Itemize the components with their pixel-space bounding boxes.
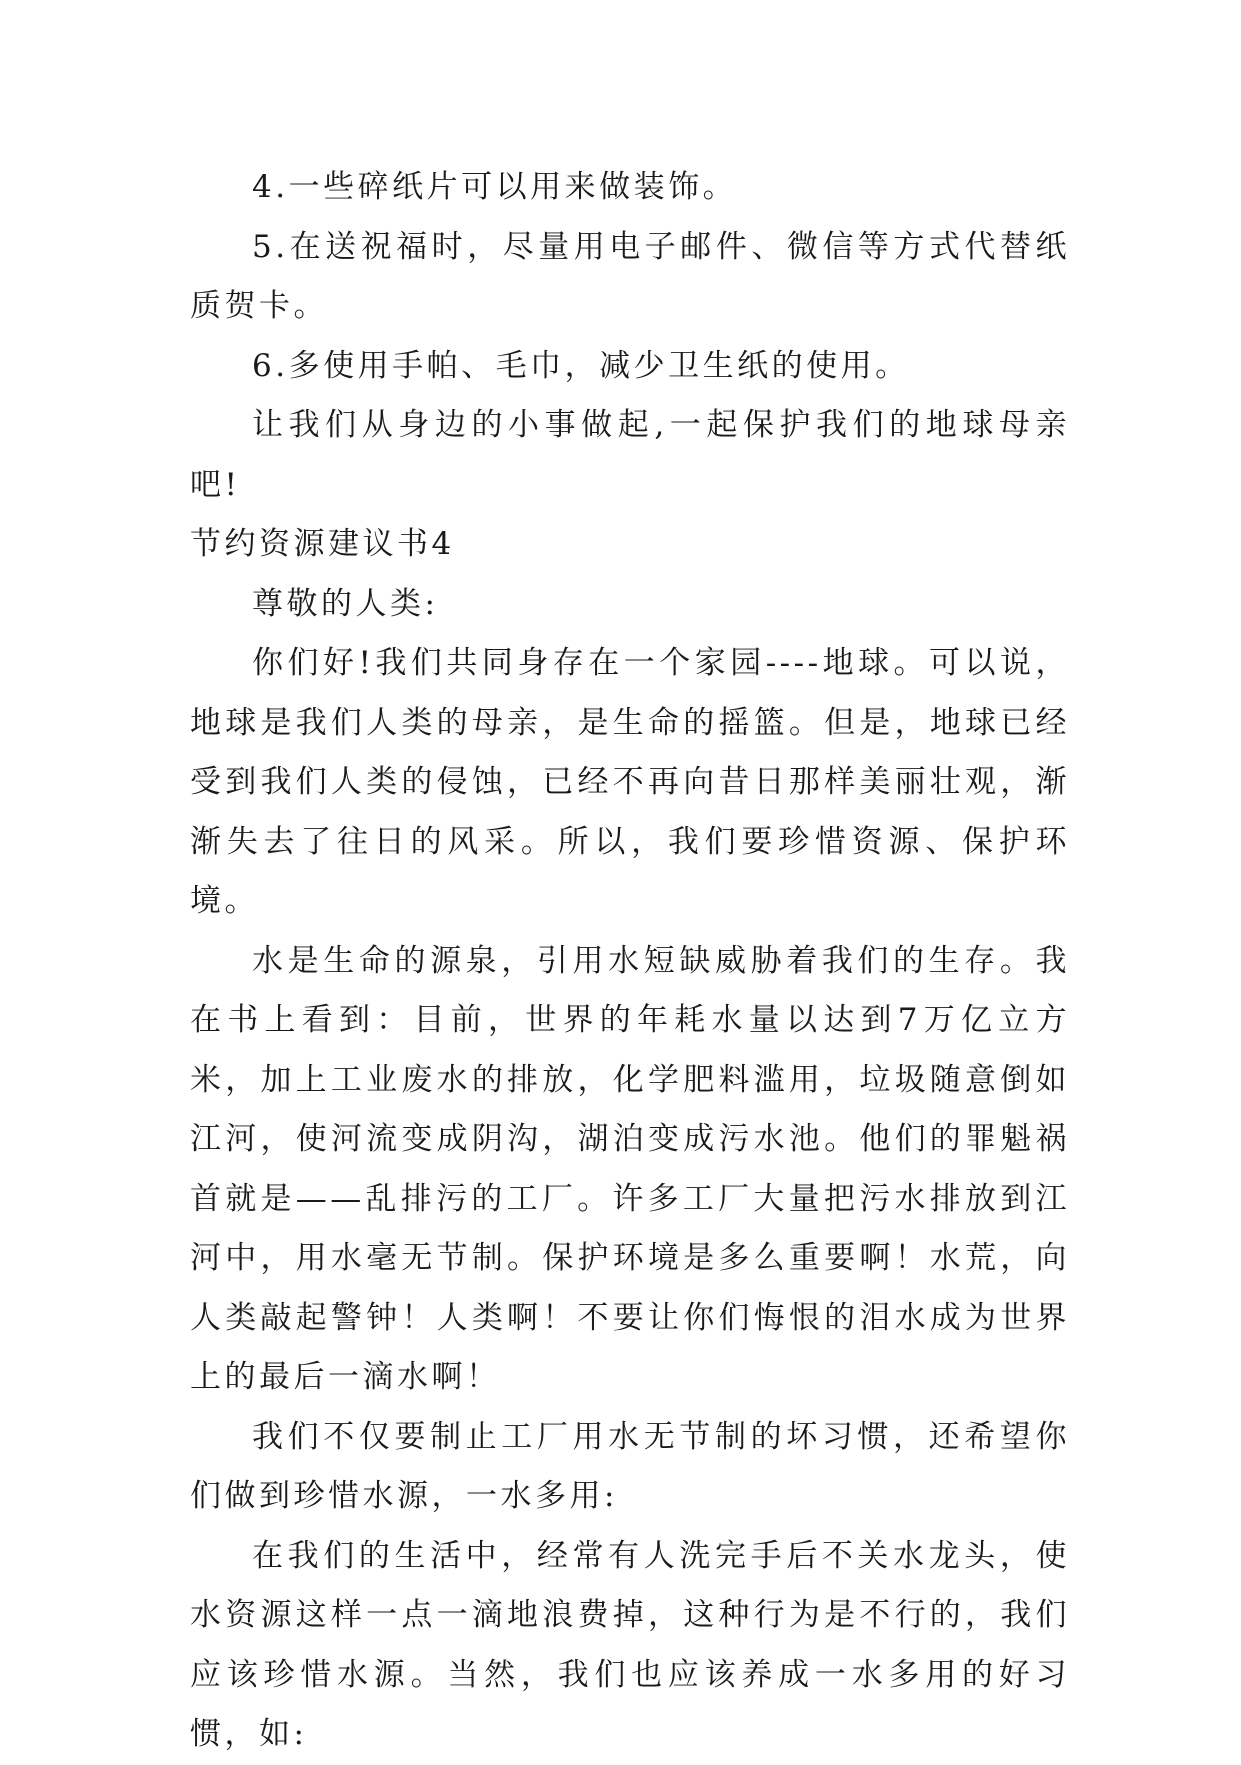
body-paragraph: 水是生命的源泉，引用水短缺威胁着我们的生存。我在书上看到：目前，世界的年耗水量以达到7万亿立方米，加上工业废水的排放，化学肥料滥用，垃圾随意倒如江河，使河流变成阴沟，湖泊变成污水池。他们的罪魁祸首就是——乱排污的工厂。许多工厂大量把污水排放到江河中，用水毫无节制。保护环境是多么重要啊！水荒，向人类敲起警钟！人类啊！不要让你们悔恨的泪水成为世界上的最后一滴水啊！ xyxy=(190,942,1070,1395)
body-paragraph: 你们好!我们共同身存在一个家园----地球。可以说，地球是我们人类的母亲，是生命的摇篮。但是，地球已经受到我们人类的侵蚀，已经不再向昔日那样美丽壮观，渐渐失去了往日的风采。所以，我们要珍惜资源、保护环境。 xyxy=(190,645,1070,919)
body-paragraph: 在我们的生活中，经常有人洗完手后不关水龙头，使水资源这样一点一滴地浪费掉，这种行为是不行的，我们应该珍惜水源。当然，我们也应该养成一水多用的好习惯，如: xyxy=(190,1537,1070,1752)
body-paragraph: 我们不仅要制止工厂用水无节制的坏习惯，还希望你们做到珍惜水源，一水多用: xyxy=(190,1418,1070,1514)
list-item-6: 6.多使用手帕、毛巾，减少卫生纸的使用。 xyxy=(252,347,910,384)
document-body xyxy=(190,158,1070,1765)
salutation: 尊敬的人类: xyxy=(252,585,439,622)
section-heading: 节约资源建议书4 xyxy=(190,526,455,562)
list-item-5: 5.在送祝福时，尽量用电子邮件、微信等方式代替纸质贺卡。 xyxy=(190,228,1070,324)
list-item-4: 4.一些碎纸片可以用来做装饰。 xyxy=(252,169,738,205)
closing-paragraph: 让我们从身边的小事做起,一起保护我们的地球母亲吧! xyxy=(190,407,1070,503)
